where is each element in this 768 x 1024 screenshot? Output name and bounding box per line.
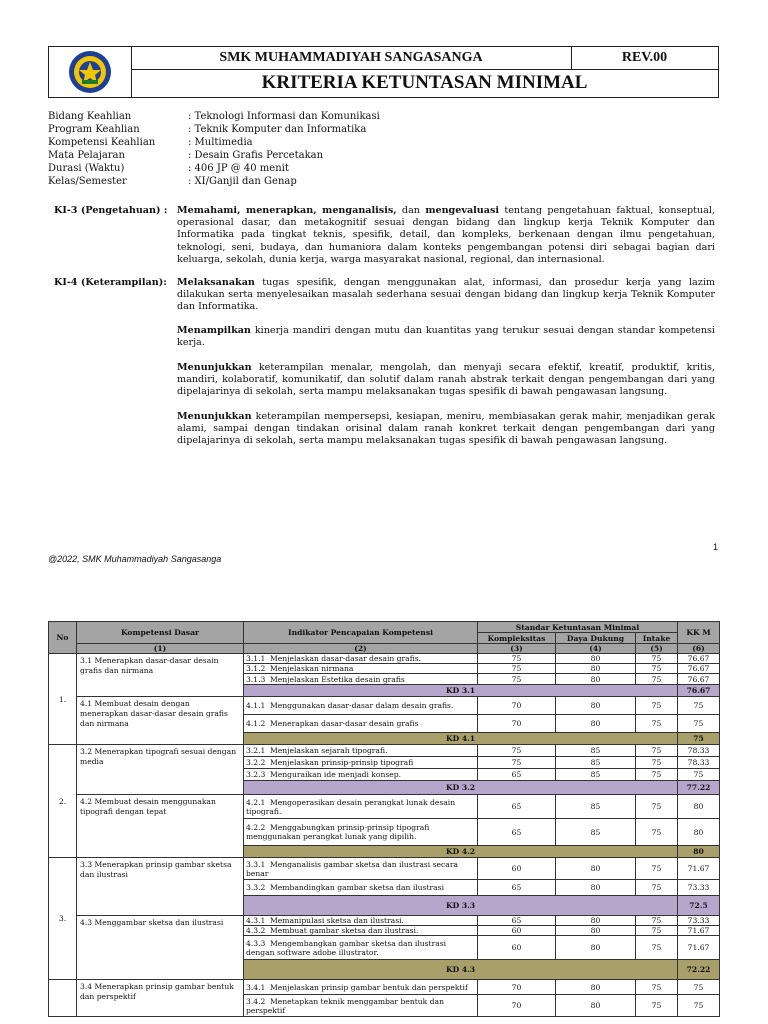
indikator-code: 3.4.2 (246, 996, 266, 1006)
kkm-value: 78.33 (678, 745, 720, 757)
daya-dukung-value: 85 (556, 757, 636, 769)
indikator-cell (244, 880, 478, 896)
header-number: (2) (244, 644, 478, 654)
kkm-value: 75 (678, 769, 720, 781)
kompleksitas-value: 70 (478, 980, 556, 995)
daya-dukung-value: 80 (556, 674, 636, 685)
ki4-paragraph (177, 325, 715, 349)
table-header-row (49, 622, 720, 633)
row-number: 1. (49, 654, 77, 745)
kkm-table-body (49, 622, 720, 1017)
indikator-code: 4.3.3 (246, 938, 266, 948)
intake-value: 75 (636, 936, 678, 960)
intake-value: 75 (636, 757, 678, 769)
indikator-cell (244, 858, 478, 880)
ki4-paragraph (177, 411, 715, 448)
kkm-value: 78.33 (678, 757, 720, 769)
kompleksitas-value: 70 (478, 697, 556, 715)
kd-summary-label: KD 4.2 (244, 846, 678, 858)
daya-dukung-value: 85 (556, 769, 636, 781)
kompleksitas-value: 75 (478, 664, 556, 674)
info-value: : 406 JP @ 40 menit (188, 163, 289, 174)
intake-value: 75 (636, 858, 678, 880)
kd-summary-kkm: 72.22 (678, 960, 720, 980)
kd-summary-label: KD 3.2 (244, 781, 678, 795)
indikator-cell (244, 980, 478, 995)
indikator-cell (244, 995, 478, 1017)
header-number: (1) (77, 644, 244, 654)
daya-dukung-value: 80 (556, 697, 636, 715)
ki4-bold: Melaksanakan (177, 277, 255, 288)
indikator-code: 3.3.2 (246, 883, 266, 892)
info-key: Bidang Keahlian (48, 111, 132, 122)
indikator-code: 3.1.2 (246, 664, 266, 673)
ki3-bold2: mengevaluasi (425, 205, 500, 216)
ki4-label: KI-4 (Keterampilan): (54, 277, 167, 288)
indikator-cell (244, 697, 478, 715)
row-number (49, 980, 77, 1017)
indikator-text: Menjelaskan dasar-dasar desain grafis. (270, 654, 422, 663)
daya-dukung-value: 80 (556, 715, 636, 733)
kkm-value: 75 (678, 715, 720, 733)
indikator-cell (244, 745, 478, 757)
kompetensi-dasar: 3.4 Menerapkan prinsip gambar bentuk dan perspektif (77, 980, 244, 1017)
intake-value: 75 (636, 880, 678, 896)
kd-summary-kkm: 72.5 (678, 896, 720, 916)
indikator-text: Menjelaskan nirmana (270, 664, 354, 673)
indikator-cell (244, 926, 478, 936)
ki4-text: tugas spesifik, dengan menggunakan alat, informasi, dan prosedur kerja yang lazim dilakukan serta menyelesaikan masalah sederhana sesuai dengan bidang dan lingkup kerja Teknik Komputer dan Informatika. (177, 277, 715, 313)
kkm-value: 71.67 (678, 926, 720, 936)
header-intake: Intake (636, 633, 678, 644)
daya-dukung-value: 85 (556, 819, 636, 846)
indikator-text: Menjelaskan sejarah tipografi. (270, 746, 388, 755)
table-row (49, 697, 720, 715)
ki3-bold: Memahami, menerapkan, menganalisis, (177, 205, 397, 216)
ki4-paragraph (177, 362, 715, 399)
kkm-value: 76.67 (678, 674, 720, 685)
info-value: : Multimedia (188, 137, 253, 148)
kompleksitas-value: 75 (478, 654, 556, 664)
intake-value: 75 (636, 674, 678, 685)
kd-summary-kkm: 80 (678, 846, 720, 858)
kompetensi-dasar: 4.2 Membuat desain menggunakan tipografi dengan tepat (77, 795, 244, 858)
indikator-cell (244, 769, 478, 781)
school-emblem-icon (68, 50, 112, 94)
header-number: (4) (556, 644, 636, 654)
kd-summary-label: KD 3.3 (244, 896, 678, 916)
indikator-cell (244, 936, 478, 960)
row-number: 2. (49, 745, 77, 858)
intake-value: 75 (636, 980, 678, 995)
table-row (49, 858, 720, 880)
kompleksitas-value: 75 (478, 674, 556, 685)
kompetensi-dasar: 3.1 Menerapkan dasar-dasar desain grafis dan nirmana (77, 654, 244, 697)
indikator-text: Mengembangkan gambar sketsa dan ilustrasi dengan software adobe illustrator. (246, 938, 447, 957)
document-title: KRITERIA KETUNTASAN MINIMAL (261, 72, 588, 93)
header-kd: Kompetensi Dasar (77, 622, 244, 644)
daya-dukung-value: 80 (556, 926, 636, 936)
kkm-value: 73.33 (678, 916, 720, 926)
indikator-text: Mengoperasikan desain perangkat lunak desain tipografi. (246, 797, 456, 816)
table-header-numbers-row (49, 644, 720, 654)
daya-dukung-value: 80 (556, 980, 636, 995)
daya-dukung-value: 80 (556, 880, 636, 896)
info-value: : Teknik Komputer dan Informatika (188, 124, 367, 135)
kd-summary-kkm: 77.22 (678, 781, 720, 795)
revision-label: REV.00 (571, 47, 718, 70)
indikator-code: 3.1.1 (246, 654, 266, 663)
table-row (49, 745, 720, 757)
kkm-value: 76.67 (678, 664, 720, 674)
indikator-code: 4.1.1 (246, 701, 266, 710)
kkm-value: 80 (678, 819, 720, 846)
intake-value: 75 (636, 745, 678, 757)
indikator-code: 4.2.1 (246, 797, 266, 807)
info-key: Kelas/Semester (48, 176, 127, 187)
table-row (49, 654, 720, 664)
page-number: 1 (713, 542, 719, 552)
indikator-text: Memanipulasi sketsa dan ilustrasi. (270, 916, 404, 925)
indikator-text: Membandingkan gambar sketsa dan ilustrasi (270, 883, 444, 892)
header-kkm: KK M (678, 622, 720, 644)
ki3-text: tentang pengetahuan faktual, konseptual, operasional dasar, dan metakognitif sesuai dengan bidang dan lingkup kerja Teknik Komputer dan Informatika pada tingkat teknis, spesifik, detail, dan kompleks, berkenaan dengan ilmu pengetahuan, teknologi, seni, budaya, dan humaniora dalam konteks pengembangan potensi diri sebagai bagian dari keluarga, sekolah, dunia kerja, warga masyarakat nasional, regional, dan internasional. (177, 205, 716, 265)
row-number: 3. (49, 858, 77, 980)
ki3-mid: dan (396, 205, 426, 216)
page-footer: @2022, SMK Muhammadiyah Sangasanga (48, 554, 222, 564)
info-key: Kompetensi Keahlian (48, 137, 156, 148)
kkm-table (48, 621, 720, 1017)
indikator-cell (244, 795, 478, 819)
ki4-text: keterampilan mempersepsi, kesiapan, meniru, membiasakan gerak mahir, menjadikan gerak alami, sampai dengan tindakan orisinal dalam ranah konkret terkait dengan pengembangan dari yang dipelajarinya di sekolah, serta mampu melaksanakan tugas spesifik di bawah pengawasan langsung. (177, 411, 715, 447)
intake-value: 75 (636, 697, 678, 715)
ki4-bold: Menunjukkan (177, 411, 252, 422)
ki3-label: KI-3 (Pengetahuan) : (54, 205, 168, 216)
kompleksitas-value: 65 (478, 769, 556, 781)
info-value: : Desain Grafis Percetakan (188, 150, 324, 161)
indikator-text: Menjelaskan prinsip gambar bentuk dan perspektif (270, 982, 468, 992)
kompleksitas-value: 70 (478, 995, 556, 1017)
indikator-text: Menguraikan ide menjadi konsep. (270, 770, 402, 779)
indikator-code: 3.2.1 (246, 746, 266, 755)
intake-value: 75 (636, 715, 678, 733)
header-number: (5) (636, 644, 678, 654)
kompleksitas-value: 60 (478, 936, 556, 960)
header-number: (3) (478, 644, 556, 654)
header-kompleksitas: Kompleksitas (478, 633, 556, 644)
indikator-code: 3.2.3 (246, 770, 266, 779)
indikator-code: 4.2.2 (246, 823, 266, 832)
indikator-text: Menjelaskan Estetika desain grafis (270, 674, 405, 684)
intake-value: 75 (636, 819, 678, 846)
table-row (49, 916, 720, 926)
intake-value: 75 (636, 916, 678, 926)
daya-dukung-value: 80 (556, 995, 636, 1017)
indikator-code: 4.3.2 (246, 926, 266, 935)
indikator-cell (244, 819, 478, 846)
indikator-code: 4.1.2 (246, 719, 266, 728)
document-header (48, 46, 719, 98)
kompleksitas-value: 75 (478, 745, 556, 757)
school-name: SMK MUHAMMADIYAH SANGASANGA (131, 47, 572, 70)
header-number: (6) (678, 644, 720, 654)
intake-value: 75 (636, 654, 678, 664)
info-value: : XI/Ganjil dan Genap (188, 176, 297, 187)
indikator-code: 3.4.1 (246, 982, 266, 992)
kd-summary-label: KD 3.1 (244, 685, 678, 697)
intake-value: 75 (636, 926, 678, 936)
indikator-cell (244, 664, 478, 674)
header-indikator: Indikator Pencapaian Kompetensi (244, 622, 478, 644)
indikator-cell (244, 674, 478, 685)
ki4-text: keterampilan menalar, mengolah, dan menyaji secara efektif, kreatif, produktif, kritis, mandiri, kolaboratif, komunikatif, dan solutif dalam ranah abstrak terkait dengan pengembangan dari yang dipelajarinya di sekolah, serta mampu melaksanakan tugas spesifik di bawah pengawasan langsung. (177, 362, 715, 398)
indikator-text: Menetapkan teknik menggambar bentuk dan perspektif (246, 996, 444, 1015)
header-no: No (49, 622, 77, 654)
kd-summary-kkm: 75 (678, 733, 720, 745)
kompetensi-dasar: 4.1 Membuat desain dengan menerapkan dasar-dasar desain grafis dan nirmana (77, 697, 244, 745)
ki4-paragraph (177, 277, 715, 314)
indikator-text: Menggabungkan prinsip-prinsip tipografi menggunakan perangkat lunak yang dipilih. (246, 823, 430, 841)
ki4-text: kinerja mandiri dengan mutu dan kuantitas yang terukur sesuai dengan standar kompetensi kerja. (177, 325, 715, 349)
kompleksitas-value: 65 (478, 795, 556, 819)
kompleksitas-value: 75 (478, 757, 556, 769)
daya-dukung-value: 80 (556, 858, 636, 880)
intake-value: 75 (636, 769, 678, 781)
indikator-text: Menjelaskan prinsip-prinsip tipografi (270, 758, 414, 767)
info-key: Program Keahlian (48, 124, 140, 135)
daya-dukung-value: 80 (556, 936, 636, 960)
indikator-text: Menerapkan dasar-dasar desain grafis (270, 719, 419, 728)
kompleksitas-value: 70 (478, 715, 556, 733)
kompleksitas-value: 65 (478, 916, 556, 926)
indikator-code: 4.3.1 (246, 916, 266, 925)
kompetensi-dasar: 4.3 Menggambar sketsa dan ilustrasi (77, 916, 244, 980)
kkm-value: 75 (678, 697, 720, 715)
intake-value: 75 (636, 995, 678, 1017)
kkm-value: 71.67 (678, 936, 720, 960)
kompetensi-dasar: 3.3 Menerapkan prinsip gambar sketsa dan ilustrasi (77, 858, 244, 916)
header-daya-dukung: Daya Dukung (556, 633, 636, 644)
header-skm: Standar Ketuntasan Minimal (478, 622, 678, 633)
ki3-paragraph (177, 205, 715, 266)
indikator-cell (244, 654, 478, 664)
daya-dukung-value: 85 (556, 795, 636, 819)
ki4-bold: Menampilkan (177, 325, 251, 336)
kompleksitas-value: 65 (478, 819, 556, 846)
kkm-value: 75 (678, 995, 720, 1017)
indikator-cell (244, 916, 478, 926)
indikator-code: 3.1.3 (246, 674, 266, 684)
intake-value: 75 (636, 795, 678, 819)
kd-summary-label: KD 4.3 (244, 960, 678, 980)
info-value: : Teknologi Informasi dan Komunikasi (188, 111, 380, 122)
table-row (49, 980, 720, 995)
kd-summary-label: KD 4.1 (244, 733, 678, 745)
kkm-value: 80 (678, 795, 720, 819)
indikator-cell (244, 715, 478, 733)
daya-dukung-value: 80 (556, 654, 636, 664)
kompleksitas-value: 65 (478, 880, 556, 896)
kkm-value: 75 (678, 980, 720, 995)
kkm-value: 71.67 (678, 858, 720, 880)
indikator-code: 3.2.2 (246, 758, 266, 767)
table-row (49, 795, 720, 819)
ki4-bold: Menunjukkan (177, 362, 252, 373)
kd-summary-kkm: 76.67 (678, 685, 720, 697)
daya-dukung-value: 80 (556, 916, 636, 926)
indikator-text: Menganalisis gambar sketsa dan ilustrasi secara benar (246, 859, 458, 878)
indikator-text: Membuat gambar sketsa dan ilustrasi. (270, 926, 419, 935)
indikator-code: 3.3.1 (246, 859, 266, 869)
info-key: Durasi (Waktu) (48, 163, 125, 174)
logo-cell (49, 47, 132, 97)
kompleksitas-value: 60 (478, 926, 556, 936)
kkm-value: 73.33 (678, 880, 720, 896)
daya-dukung-value: 80 (556, 664, 636, 674)
intake-value: 75 (636, 664, 678, 674)
indikator-cell (244, 757, 478, 769)
indikator-text: Menggunakan dasar-dasar dalam desain grafis. (270, 701, 454, 710)
kkm-value: 76.67 (678, 654, 720, 664)
info-key: Mata Pelajaran (48, 150, 125, 161)
kompetensi-dasar: 3.2 Menerapkan tipografi sesuai dengan media (77, 745, 244, 795)
daya-dukung-value: 85 (556, 745, 636, 757)
kompleksitas-value: 60 (478, 858, 556, 880)
